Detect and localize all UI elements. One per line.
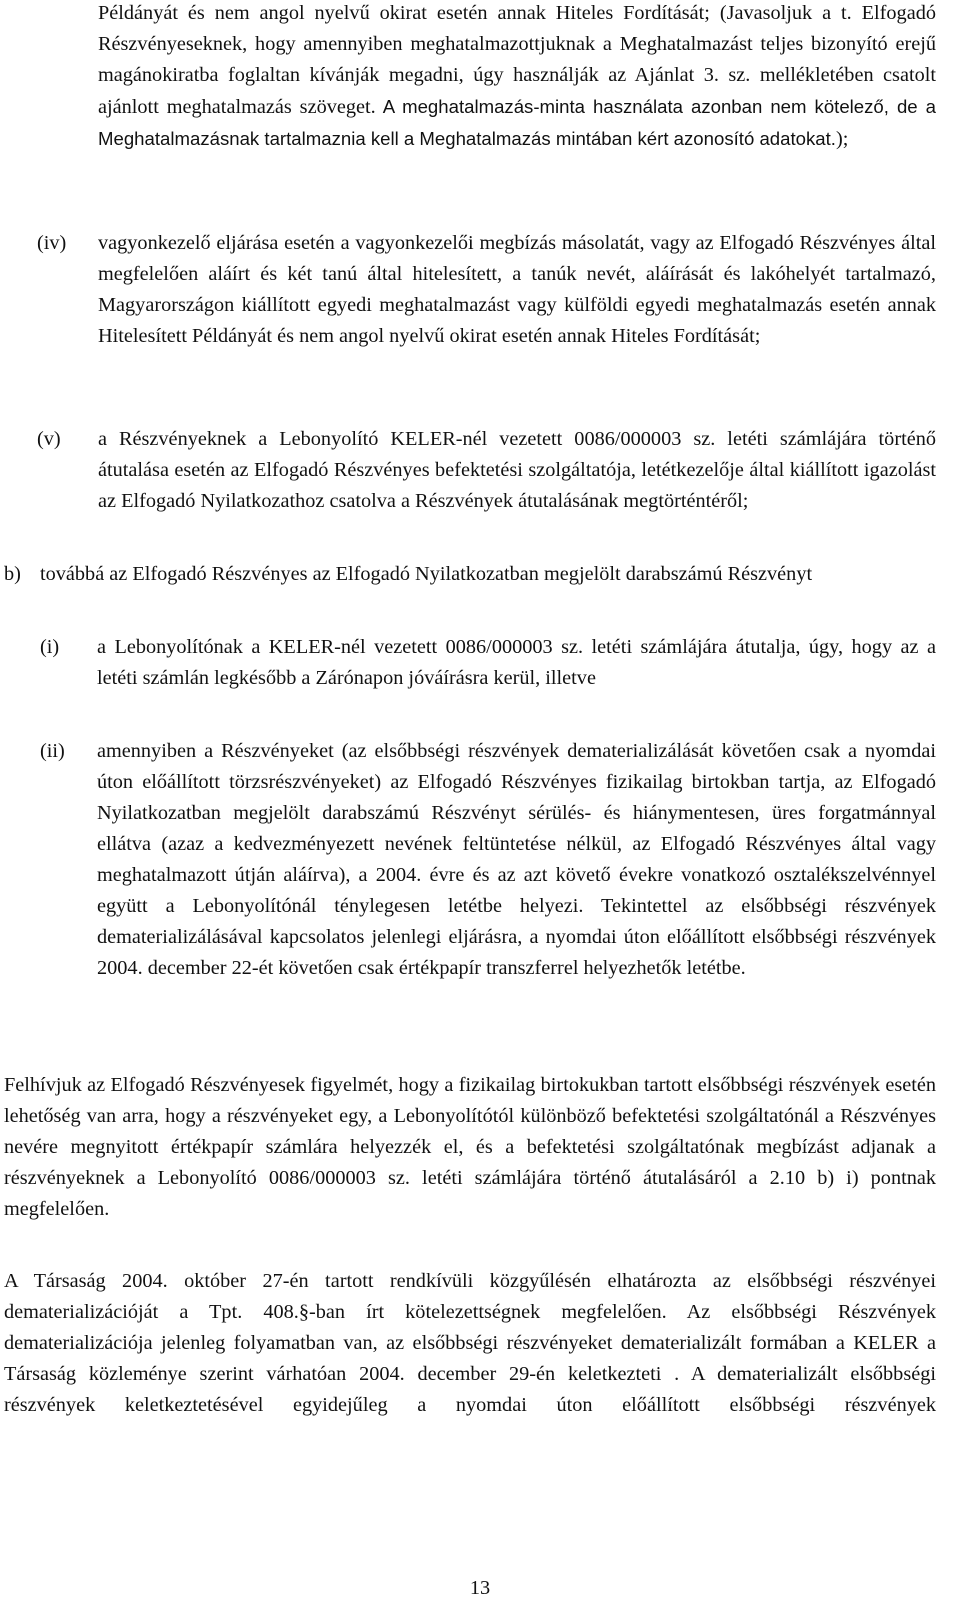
list-item-b-text: továbbá az Elfogadó Részvényes az Elfogadó Nyilatkozatban megjelölt darabszámú Részvényt bbox=[40, 563, 813, 585]
continuation-paragraph bbox=[98, 0, 936, 155]
body-paragraph-2 bbox=[4, 1266, 936, 1421]
body-paragraph-1-text: Felhívjuk az Elfogadó Részvényesek figyelmét, hogy a fizikailag birtokukban tartott elsőbbségi részvények esetén lehetőség van arra, hogy a részvényeket egy, a Lebonyolítótól különböző befektetési szolgáltatónál a Részvényes nevére megnyitott értékpapír számlára helyezzék el, és a befektetési szolgáltatónak megbízást adjanak a részvényeknek a Lebonyolító 0086/000003 sz. letéti számlájára történő átutalásáról a 2.10 b) i) pontnak megfelelően. bbox=[4, 1074, 936, 1220]
body-paragraph-1 bbox=[4, 1070, 936, 1225]
page-number: 13 bbox=[469, 1577, 491, 1599]
body-paragraph-2-text: A Társaság 2004. október 27-én tartott rendkívüli közgyűlésén elhatározta az elsőbbségi részvényei dematerializációját a Tpt. 408.§-ban írt kötelezettségnek megfelelően. Az elsőbbségi Részvények dematerializációja jelenleg folyamatban van, az elsőbbségi részvényeket dematerializált formában a KELER a Társaság közleménye szerint várhatóan 2004. december 29-én keletkezteti . A dematerializált elsőbbségi részvények keletkeztetésével egyidejűleg a nyomdai úton előállított elsőbbségi részvények bbox=[4, 1270, 936, 1416]
list-marker-b-ii: (ii) bbox=[40, 740, 65, 762]
list-item-iv-text: vagyonkezelő eljárása esetén a vagyonkezelői megbízás másolatát, vagy az Elfogadó Részvényes által megfelelően aláírt és két tanú által hitelesített, a tanúk nevét, aláírását és lakóhelyét tartalmazó, Magyarországon kiállított egyedi meghatalmazást vagy külföldi egyedi meghatalmazás esetén annak Hitelesített Példányát és nem angol nyelvű okirat esetén annak Hiteles Fordítását; bbox=[98, 232, 936, 347]
continuation-text-closing: ); bbox=[835, 128, 849, 150]
list-item-b-ii-text: amennyiben a Részvényeket (az elsőbbségi részvények dematerializálását követően csak a nyomdai úton előállított törzsrészvényeket) az Elfogadó Részvényes fizikailag birtokban tartja, az Elfogadó Nyilatkozatban megjelölt darabszámú Részvényt sérülés- és hiánymentesen, üres forgatmánnyal ellátva (azaz a kedvezményezett nevének feltüntetése nélkül, az Elfogadó Részvényes által vagy meghatalmazott útján aláírva), a 2004. évre és az azt követő évekre vonatkozó osztalékszelvénnyel együtt a Lebonyolítónál ténylegesen letétbe helyezi. Tekintettel az elsőbbségi részvények dematerializálásával kapcsolatos jelenlegi eljárásra, a nyomdai úton előállított elsőbbségi részvények 2004. december 22-ét követően csak értékpapír transzferrel helyezhetők letétbe. bbox=[97, 740, 936, 979]
continuation-text-serif: Példányát és nem angol nyelvű okirat esetén annak Hiteles Fordítását; (Javasoljuk a t. Elfogadó Részvényeseknek, hogy amennyiben meghatalmazottjuknak a Meghatalmazást teljes bizonyító erejű magánokiratba foglaltan kívánják megadni, úgy használják az Ajánlat 3. sz. mellékletében csatolt ajánlott meghatalmazás szöveget. bbox=[98, 2, 936, 118]
list-item-b-i-text: a Lebonyolítónak a KELER-nél vezetett 0086/000003 sz. letéti számlájára átutalja, úgy, hogy az a letéti számlán legkésőbb a Zárónapon jóváírásra kerül, illetve bbox=[97, 636, 936, 689]
list-item-b bbox=[40, 559, 936, 590]
list-item-v-text: a Részvényeknek a Lebonyolító KELER-nél vezetett 0086/000003 sz. letéti számlájára történő átutalása esetén az Elfogadó Részvényes befektetési szolgáltatója, letétkezelője által kiállított igazolást az Elfogadó Nyilatkozathoz csatolva a Részvények átutalásának megtörténtéről; bbox=[98, 428, 936, 512]
list-marker-b: b) bbox=[4, 563, 21, 585]
list-marker-v: (v) bbox=[37, 428, 61, 450]
list-marker-b-i: (i) bbox=[40, 636, 60, 658]
list-item-v bbox=[98, 424, 936, 517]
list-item-b-i bbox=[97, 632, 936, 694]
continuation-text-sans: A meghatalmazás-minta használata azonban nem kötelező, de a Meghatalmazásnak tartalmaznia kell a Meghatalmazás mintában kért azonosító adatokat. bbox=[98, 96, 936, 149]
list-item-b-ii bbox=[97, 736, 936, 984]
list-item-iv bbox=[98, 228, 936, 352]
list-marker-iv: (iv) bbox=[37, 232, 67, 254]
